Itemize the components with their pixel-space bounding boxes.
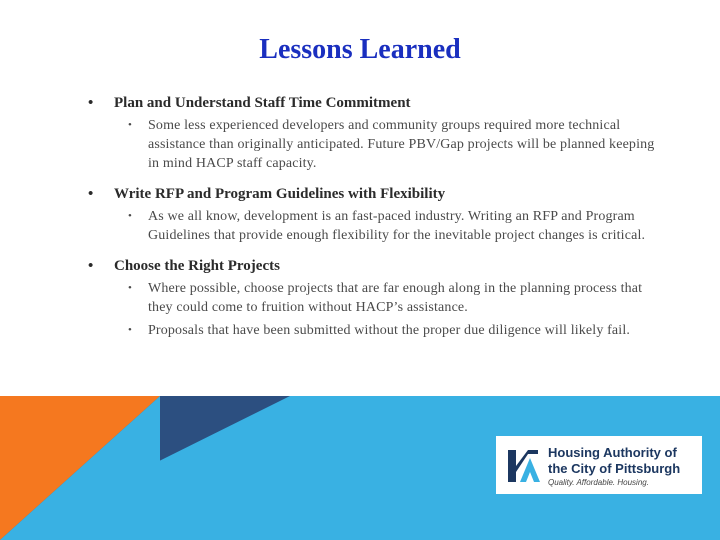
bullet-icon: • xyxy=(128,210,133,222)
sub-bullet xyxy=(88,279,658,317)
logo-text-line1: Housing Authority of xyxy=(548,445,677,460)
sub-bullet xyxy=(88,207,658,245)
footer-blue-triangle xyxy=(0,396,160,540)
hacp-logo-mark-icon xyxy=(506,444,542,484)
bullet-heading xyxy=(88,257,658,275)
sub-bullet-text: Proposals that have been submitted without the proper due diligence will likely fail. xyxy=(148,323,631,338)
bullet-icon: • xyxy=(88,95,94,111)
bullet-heading-text: Write RFP and Program Guidelines with Flexibility xyxy=(114,186,446,202)
bullet-icon: • xyxy=(88,186,94,202)
section-staff-time xyxy=(88,94,658,173)
slide-title: Lessons Learned xyxy=(259,34,461,65)
bullet-icon: • xyxy=(128,282,133,294)
bullet-list xyxy=(88,94,658,352)
logo-text-line2: the City of Pittsburgh xyxy=(548,461,681,476)
hacp-logo xyxy=(496,436,702,494)
bullet-heading-text: Choose the Right Projects xyxy=(114,258,280,274)
sub-bullet-text: Some less experienced developers and community groups required more technical assistance than originally anticipated. Future PBV/Gap projects will be planned keeping in mind HACP staff capacity. xyxy=(148,118,655,171)
bullet-icon: • xyxy=(88,258,94,274)
logo-tagline: Quality. Affordable. Housing. xyxy=(548,478,649,487)
section-rfp-flexibility xyxy=(88,185,658,245)
bullet-icon: • xyxy=(128,324,133,336)
bullet-heading xyxy=(88,185,658,203)
sub-bullet-text: Where possible, choose projects that are far enough along in the planning process that they could come to fruition without HACP’s assistance. xyxy=(148,281,643,315)
bullet-icon: • xyxy=(128,119,133,131)
sub-bullet xyxy=(88,116,658,173)
bullet-heading xyxy=(88,94,658,112)
sub-bullet-text: As we all know, development is an fast-paced industry. Writing an RFP and Program Guidelines that provide enough flexibility for the inevitable project changes is critical. xyxy=(148,209,646,243)
sub-bullet xyxy=(88,321,658,340)
bullet-heading-text: Plan and Understand Staff Time Commitment xyxy=(114,95,411,111)
section-right-projects xyxy=(88,257,658,340)
